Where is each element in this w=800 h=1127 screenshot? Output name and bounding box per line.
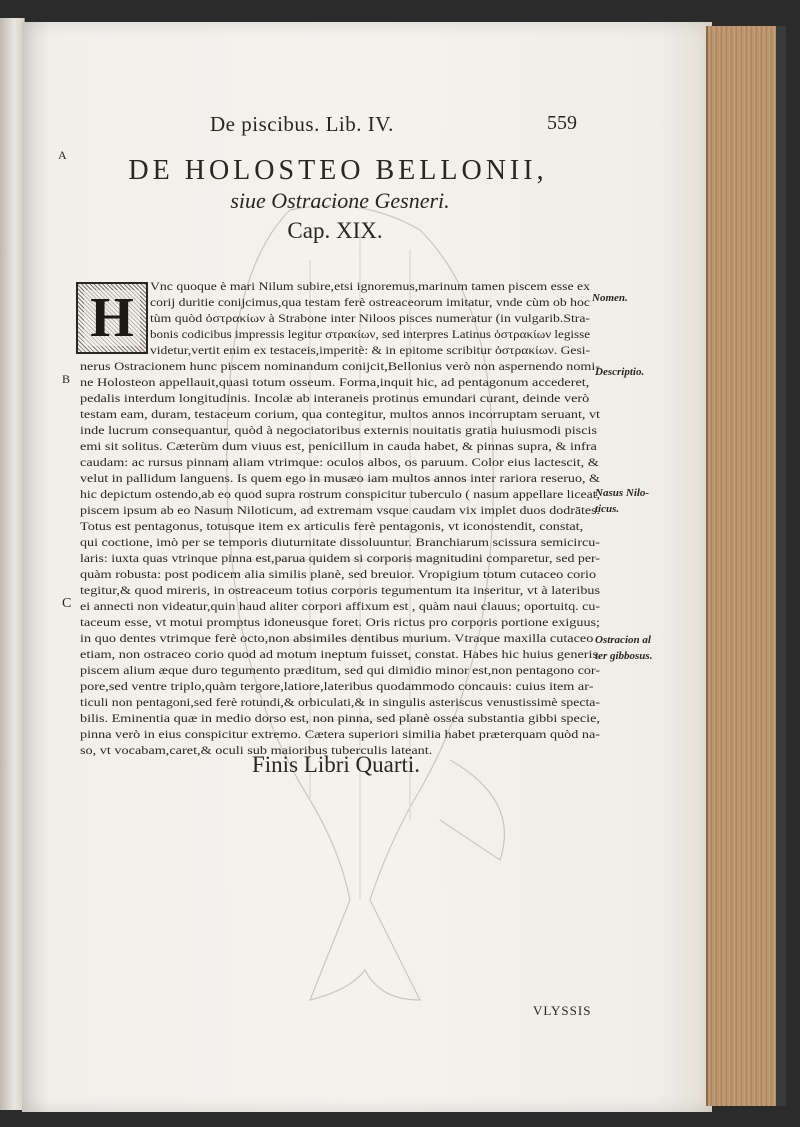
running-head-text: De piscibus. Lib. IV. <box>210 112 394 136</box>
body-line: inde lucrum consequantur, quòd à negociatoribus externis nouitatis gratia huiusmodi piscis <box>80 425 598 437</box>
margin-note-ostracion-2: ter gibbosus. <box>595 650 653 662</box>
chapter-title: DE HOLOSTEO BELLONII, <box>128 155 548 186</box>
body-line: nerus Ostracionem hunc piscem nominandum conijcit,Bellonius verò non aspernendo nomi- <box>80 361 600 373</box>
body-line: bonis codicibus impressis legitur στρακίων, sed interpres Latinus ὀστρακίων legisse <box>150 329 590 341</box>
body-line: emi sit solitus. Cæterùm dum viuus est, penicillum in cauda habet, & pinnas supra, & infra <box>80 441 597 453</box>
body-line: ticuli non pentagoni,sed ferè rotundi,& orbiculati,& in singulis asteriscus venustissimè specta- <box>80 697 600 709</box>
chapter-subtitle: siue Ostracione Gesneri. <box>230 188 450 213</box>
margin-letter-a: A <box>58 148 67 162</box>
margin-note-descriptio: Descriptio. <box>595 366 645 378</box>
body-line: ei annecti non videatur,quin haud aliter corpori affixum est , quàm naui clauus; oportuitq. cu- <box>80 601 600 613</box>
initial-letter: H <box>84 290 140 346</box>
margin-note-nasus-2: ticus. <box>595 503 620 515</box>
running-head <box>210 112 394 137</box>
body-line: qui coctione, imò per se temporis diuturnitate dissoluuntur. Branchiarum scissura semicircu- <box>80 537 600 549</box>
chapter-number: Cap. XIX. <box>287 218 383 243</box>
margin-note-nasus-1: Nasus Nilo- <box>595 487 650 499</box>
margin-letter-b: B <box>62 372 71 386</box>
body-line: tùm quòd ὀστρακίων à Strabone inter Niloos pisces numeratur (in vulgarib.Stra- <box>150 313 590 325</box>
body-line: hic depictum ostendo,ab eo quod supra rostrum conspicitur tuberculo ( nasum appellare liceat, <box>80 489 600 501</box>
body-line: Totus est pentagonus, totusque item ex articulis ferè pentagonis, vt iconostendit, constat, <box>80 521 584 533</box>
body-line: ne Holosteon appellauit,quasi totum osseum. Forma,inquit hic, ad pentagonum accederet, <box>80 377 590 389</box>
body-line: piscem alium æque duro tegumento præditum, sed qui dimidio minor est,non pentagono cor- <box>80 665 600 677</box>
body-line: testam eam, duram, testaceum corium, qua contegitur, multos annos incorruptam seruant, vt <box>80 409 600 421</box>
body-line: videtur,vertit enim ex testaceis,imperitè: & in epitome scribitur ὀστρακίων. Gesi- <box>150 345 590 357</box>
body-line: in quo dentes vtrimque ferè octo,non absimiles dentibus murium. Vtraque maxilla cutaceo <box>80 633 594 645</box>
decorated-initial <box>76 282 148 354</box>
body-line: bilis. Eminentia quæ in medio dorso est, non pinna, sed planè ossea substantia gibbi specie, <box>80 713 600 725</box>
body-line: Vnc quoque è mari Nilum subire,etsi ignoremus,marinum tamen piscem esse ex <box>150 281 590 293</box>
page-block-edge <box>706 26 786 1106</box>
margin-letter-c: C <box>62 596 72 611</box>
body-line: tegitur,& quod mireris, in ostreaceum totius corporis tegumentum ita inseritur, vt à lateribus <box>80 585 600 597</box>
margin-note-ostracion-1: Ostracion al <box>595 634 651 646</box>
body-line: caudam: ac rursus pinnam aliam vtrimque: oculos albos, os paruum. Color eius lactescit, & <box>80 457 599 469</box>
page-number: 559 <box>547 112 577 134</box>
body-line: so, vt vocabam,caret,& oculi sub maioribus tuberculis lateant. <box>80 745 433 757</box>
body-line: taceum esse, vt motui promptus idoneusque foret. Oris rictus pro corporis portione exiguus; <box>80 617 600 629</box>
body-line: velut in pallidum languens. Is quem ego in musæo iam multos annos inter rariora reseruo, & <box>80 473 600 485</box>
margin-note-nomen: Nomen. <box>592 292 628 304</box>
body-line: pedalis interdum longitudinis. Incolæ ab interaneis protinus emundari curant, deinde verò <box>80 393 590 405</box>
body-line: etiam, non ostraceo corio quod ad motum ineptum fuisset, constat. Habes hic huius generis <box>80 649 599 661</box>
body-line: corij duritie conijcimus,qua testam ferè ostreaceorum imitatur, vnde cùm ob hoc <box>150 297 590 309</box>
catchword: VLYSSIS <box>533 1003 592 1018</box>
body-line: quàm robusta: post podicem alia similis planè, sed breuior. Vropigium totum cutaceo corio <box>80 569 597 581</box>
body-line: pore,sed ventre triplo,quàm tergore,latiore,lateribus quodammodo concauis: cuius item ar- <box>80 681 594 693</box>
body-line: piscem ipsum ab eo Nasum Niloticum, ad extremam vsque caudam vix implet duos dodrātes. <box>80 505 600 517</box>
body-line: pinna verò in eius conspicitur extremo. Cætera superiori similia habet præterquam quòd na- <box>80 729 600 741</box>
body-line: laris: iuxta quas vtrinque pinna est,parua quidem si corporis magnitudini comparetur, sed per- <box>80 553 600 565</box>
finis-libri: Finis Libri Quarti. <box>252 752 421 777</box>
